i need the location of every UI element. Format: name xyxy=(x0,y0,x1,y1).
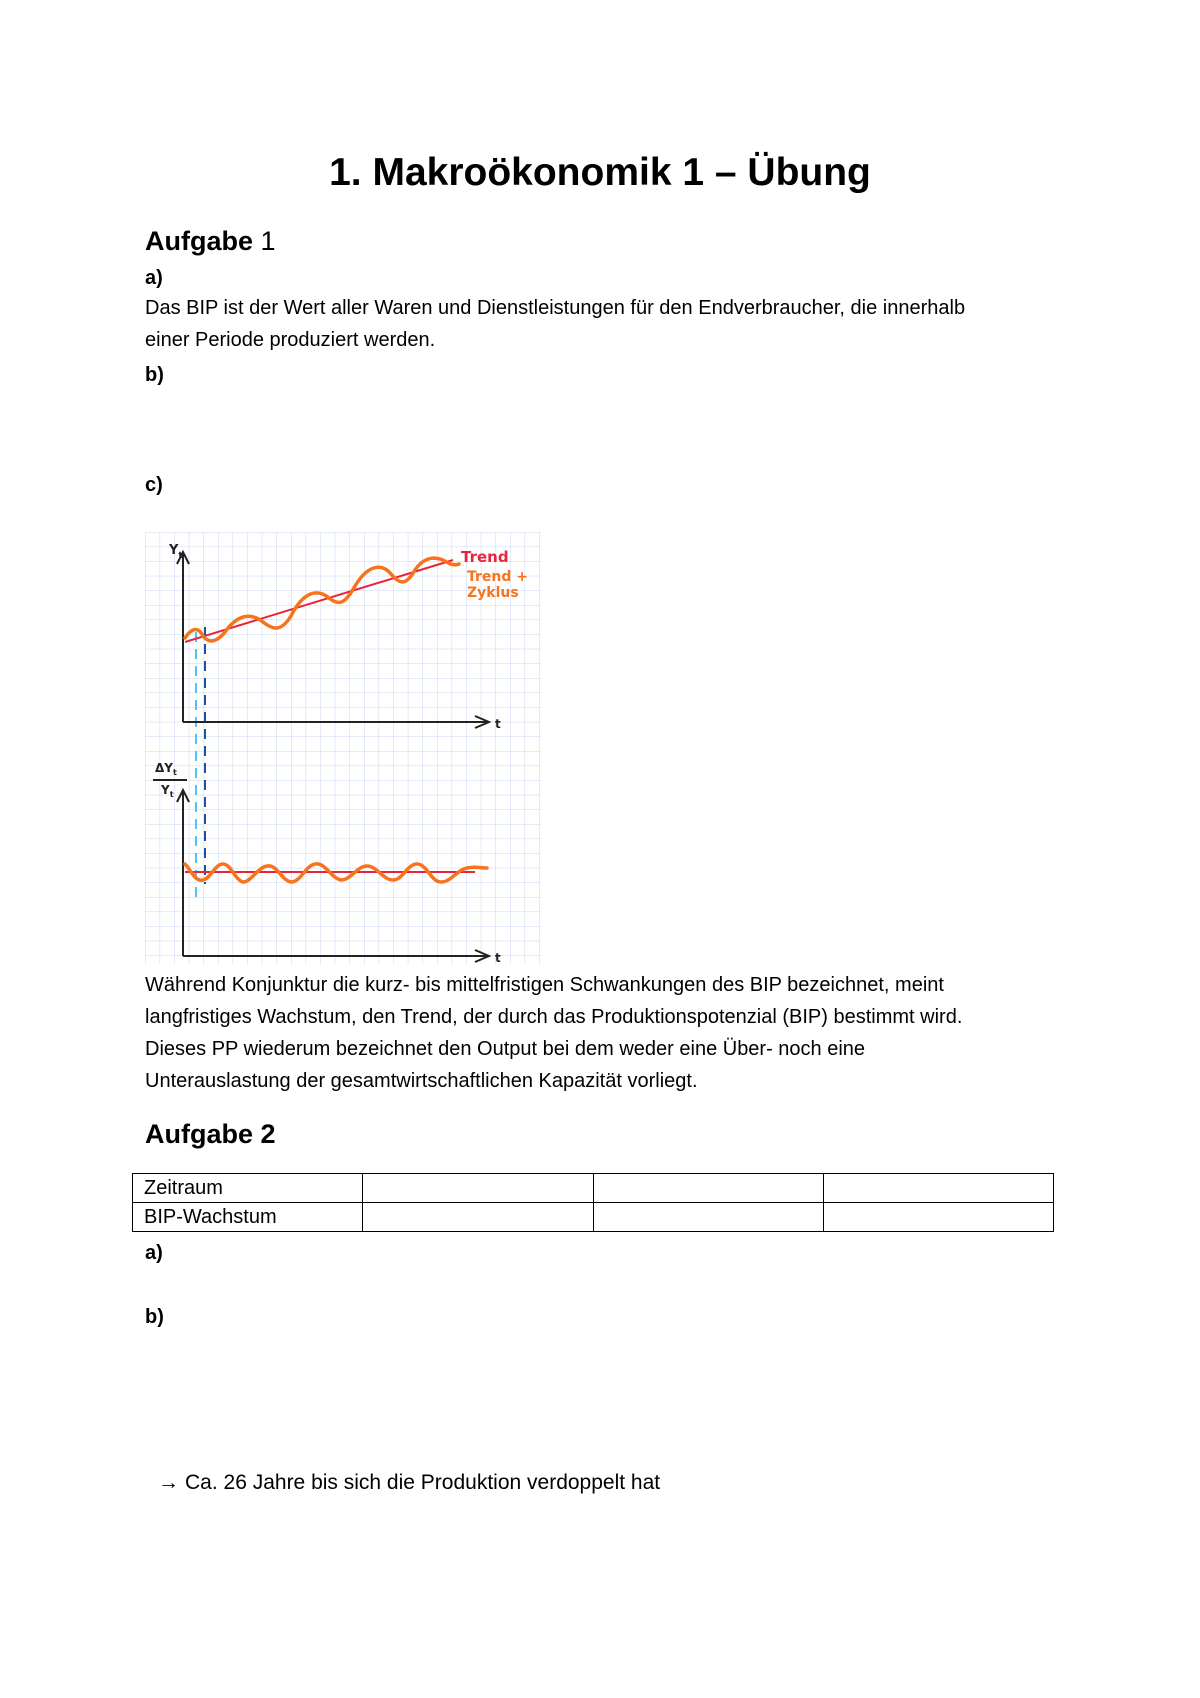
aufgabe-2-heading-word: Aufgabe xyxy=(145,1119,253,1149)
aufgabe-1-c-line-3: Dieses PP wiederum bezeichnet den Output bei dem weder eine Über- noch eine xyxy=(145,1038,866,1060)
aufgabe-1-a-line-1: Das BIP ist der Wert aller Waren und Dienstleistungen für den Endverbraucher, die innerhalb xyxy=(145,297,966,319)
bottom-y-label-denominator: $Y_t$ xyxy=(161,783,174,799)
aufgabe-1-c-line-4: Unterauslastung der gesamtwirtschaftlichen Kapazität vorliegt. xyxy=(145,1070,698,1092)
table-row xyxy=(133,1174,1054,1203)
bottom-x-axis-label: t xyxy=(495,951,501,964)
trend-cycle-graph xyxy=(145,532,541,964)
legend-trend: Trend xyxy=(461,548,509,566)
arrow-right-icon: → xyxy=(158,1471,179,1494)
aufgabe-2-b-label: b) xyxy=(145,1306,164,1328)
aufgabe-2-a-label: a) xyxy=(145,1242,163,1264)
aufgabe-1-a-line-2: einer Periode produziert werden. xyxy=(145,329,436,351)
aufgabe-1-c-label: c) xyxy=(145,474,163,496)
aufgabe-1-c-line-1: Während Konjunktur die kurz- bis mittelfristigen Schwankungen des BIP bezeichnet, meint xyxy=(145,974,944,996)
result-line xyxy=(158,1468,660,1498)
table-cell xyxy=(593,1174,823,1203)
table-cell xyxy=(363,1203,593,1232)
top-x-axis-label: t xyxy=(495,717,501,731)
aufgabe-1-heading-word: Aufgabe xyxy=(145,226,253,256)
table-cell: Zeitraum xyxy=(133,1174,363,1203)
aufgabe-1-c-line-2: langfristiges Wachstum, den Trend, der durch das Produktionspotenzial (BIP) bestimmt wird. xyxy=(145,1006,963,1028)
aufgabe-1-heading xyxy=(145,224,276,258)
table-row xyxy=(133,1203,1054,1232)
growth-table xyxy=(132,1173,1054,1232)
legend-trend-zyklus-2: Zyklus xyxy=(467,585,519,601)
aufgabe-1-heading-number: 1 xyxy=(260,226,276,256)
table-cell xyxy=(363,1174,593,1203)
table-cell xyxy=(593,1203,823,1232)
page-title: 1. Makroökonomik 1 – Übung xyxy=(329,151,871,194)
aufgabe-1-a-label: a) xyxy=(145,267,163,289)
aufgabe-2-heading xyxy=(145,1117,276,1151)
top-y-axis-label: $Y_t$ xyxy=(169,543,183,561)
legend-trend-zyklus-1: Trend + xyxy=(467,569,529,585)
table-cell xyxy=(823,1203,1053,1232)
result-text: Ca. 26 Jahre bis sich die Produktion verdoppelt hat xyxy=(185,1471,661,1494)
table-cell: BIP-Wachstum xyxy=(133,1203,363,1232)
aufgabe-1-b-label: b) xyxy=(145,364,164,386)
aufgabe-2-heading-number: 2 xyxy=(260,1119,276,1149)
bottom-y-label-numerator: $\Delta Y_t$ xyxy=(155,761,177,777)
table-cell xyxy=(823,1174,1053,1203)
